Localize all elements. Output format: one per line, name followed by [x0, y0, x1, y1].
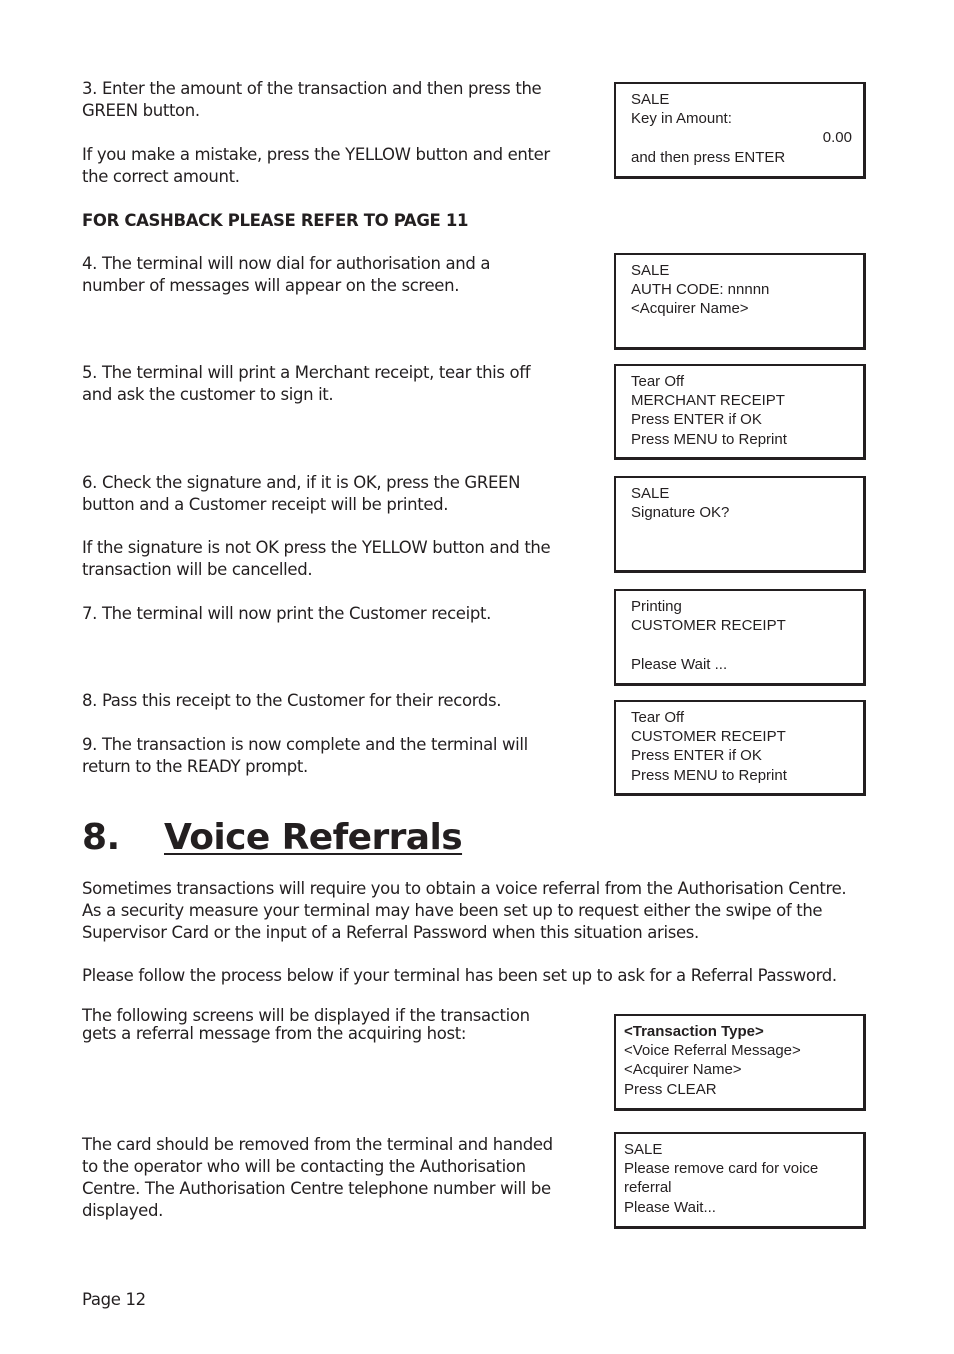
section-heading: [82, 812, 462, 864]
terminal-screen-referral: [614, 1014, 866, 1111]
screen-line: Signature OK?: [631, 504, 730, 522]
page-number: Page 12: [82, 1290, 146, 1309]
screen-line: SALE: [631, 485, 670, 502]
screen-line: referral: [624, 1179, 672, 1197]
screen-line: Key in Amount:: [631, 110, 732, 128]
screen-line: Press ENTER if OK: [631, 411, 762, 429]
terminal-screen-printing: [614, 589, 866, 686]
voice-referral-intro: Sometimes transactions will require you to obtain a voice referral from the Authorisation Centre. As a security measure your terminal may have been set up to request either the swipe of the Supervisor Card or the input of a Referral Password when this situation arises.: [82, 879, 847, 942]
screen-line: Tear Off: [631, 709, 685, 726]
terminal-screen-amount: [614, 82, 866, 179]
screen-line: <Voice Referral Message>: [624, 1042, 801, 1060]
screen-line: CUSTOMER RECEIPT: [631, 617, 786, 635]
terminal-screen-auth: [614, 253, 866, 350]
card-removal-text: The card should be removed from the terminal and handed to the operator who will be contacting the Authorisation Centre. The Authorisation Centre telephone number will be displayed.: [82, 1135, 553, 1220]
section-title: Voice Referrals: [164, 817, 463, 858]
step-7-text: 7. The terminal will now print the Customer receipt.: [82, 604, 491, 623]
step-5-text: 5. The terminal will print a Merchant receipt, tear this off and ask the customer to sign it.: [82, 363, 531, 404]
referral-password-process: Please follow the process below if your terminal has been set up to ask for a Referral Password.: [82, 966, 837, 985]
step-9-text: 9. The transaction is now complete and the terminal will return to the READY prompt.: [82, 735, 528, 776]
referral-screens-intro: The following screens will be displayed if the transaction gets a referral message from the acquiring host:: [82, 1006, 530, 1043]
screen-line: Please remove card for voice: [624, 1160, 819, 1178]
screen-line: <Acquirer Name>: [631, 300, 749, 318]
screen-amount-value: 0.00: [822, 129, 852, 147]
step-4-text: 4. The terminal will now dial for authorisation and a number of messages will appear on the screen.: [82, 254, 491, 295]
screen-line: Press MENU to Reprint: [631, 766, 787, 784]
screen-line: Press MENU to Reprint: [631, 430, 787, 448]
screen-line: Please Wait...: [624, 1198, 716, 1216]
screen-line: CUSTOMER RECEIPT: [631, 728, 786, 746]
step-3-text: 3. Enter the amount of the transaction and then press the GREEN button.: [82, 79, 542, 120]
terminal-screen-customer-receipt: [614, 700, 866, 796]
screen-line: [631, 635, 853, 654]
screen-line: <Transaction Type>: [624, 1023, 764, 1040]
terminal-screen-merchant-receipt: [614, 364, 866, 460]
step-6-not-ok-text: If the signature is not OK press the YELLOW button and the transaction will be cancelled.: [82, 538, 551, 579]
terminal-screen-signature: [614, 476, 866, 573]
screen-line: AUTH CODE: nnnnn: [631, 281, 770, 299]
screen-line: Printing: [631, 598, 682, 615]
screen-line: SALE: [624, 1141, 663, 1158]
step-8-text: 8. Pass this receipt to the Customer for their records.: [82, 691, 502, 710]
section-number: 8.: [82, 817, 120, 858]
terminal-screen-remove-card: [614, 1132, 866, 1229]
screen-line: Tear Off: [631, 373, 685, 390]
screen-line: Please Wait ...: [631, 655, 728, 673]
step-3-mistake-text: If you make a mistake, press the YELLOW button and enter the correct amount.: [82, 145, 550, 186]
screen-line: Press ENTER if OK: [631, 747, 762, 765]
screen-line: <Acquirer Name>: [624, 1061, 742, 1079]
screen-line: SALE: [631, 91, 670, 108]
screen-line: SALE: [631, 262, 670, 279]
step-6-text: 6. Check the signature and, if it is OK, press the GREEN button and a Customer receipt will be printed.: [82, 473, 521, 514]
screen-line: and then press ENTER: [631, 148, 786, 166]
screen-line: MERCHANT RECEIPT: [631, 392, 785, 410]
cashback-note: FOR CASHBACK PLEASE REFER TO PAGE 11: [82, 211, 469, 230]
screen-line: Press CLEAR: [624, 1080, 717, 1098]
